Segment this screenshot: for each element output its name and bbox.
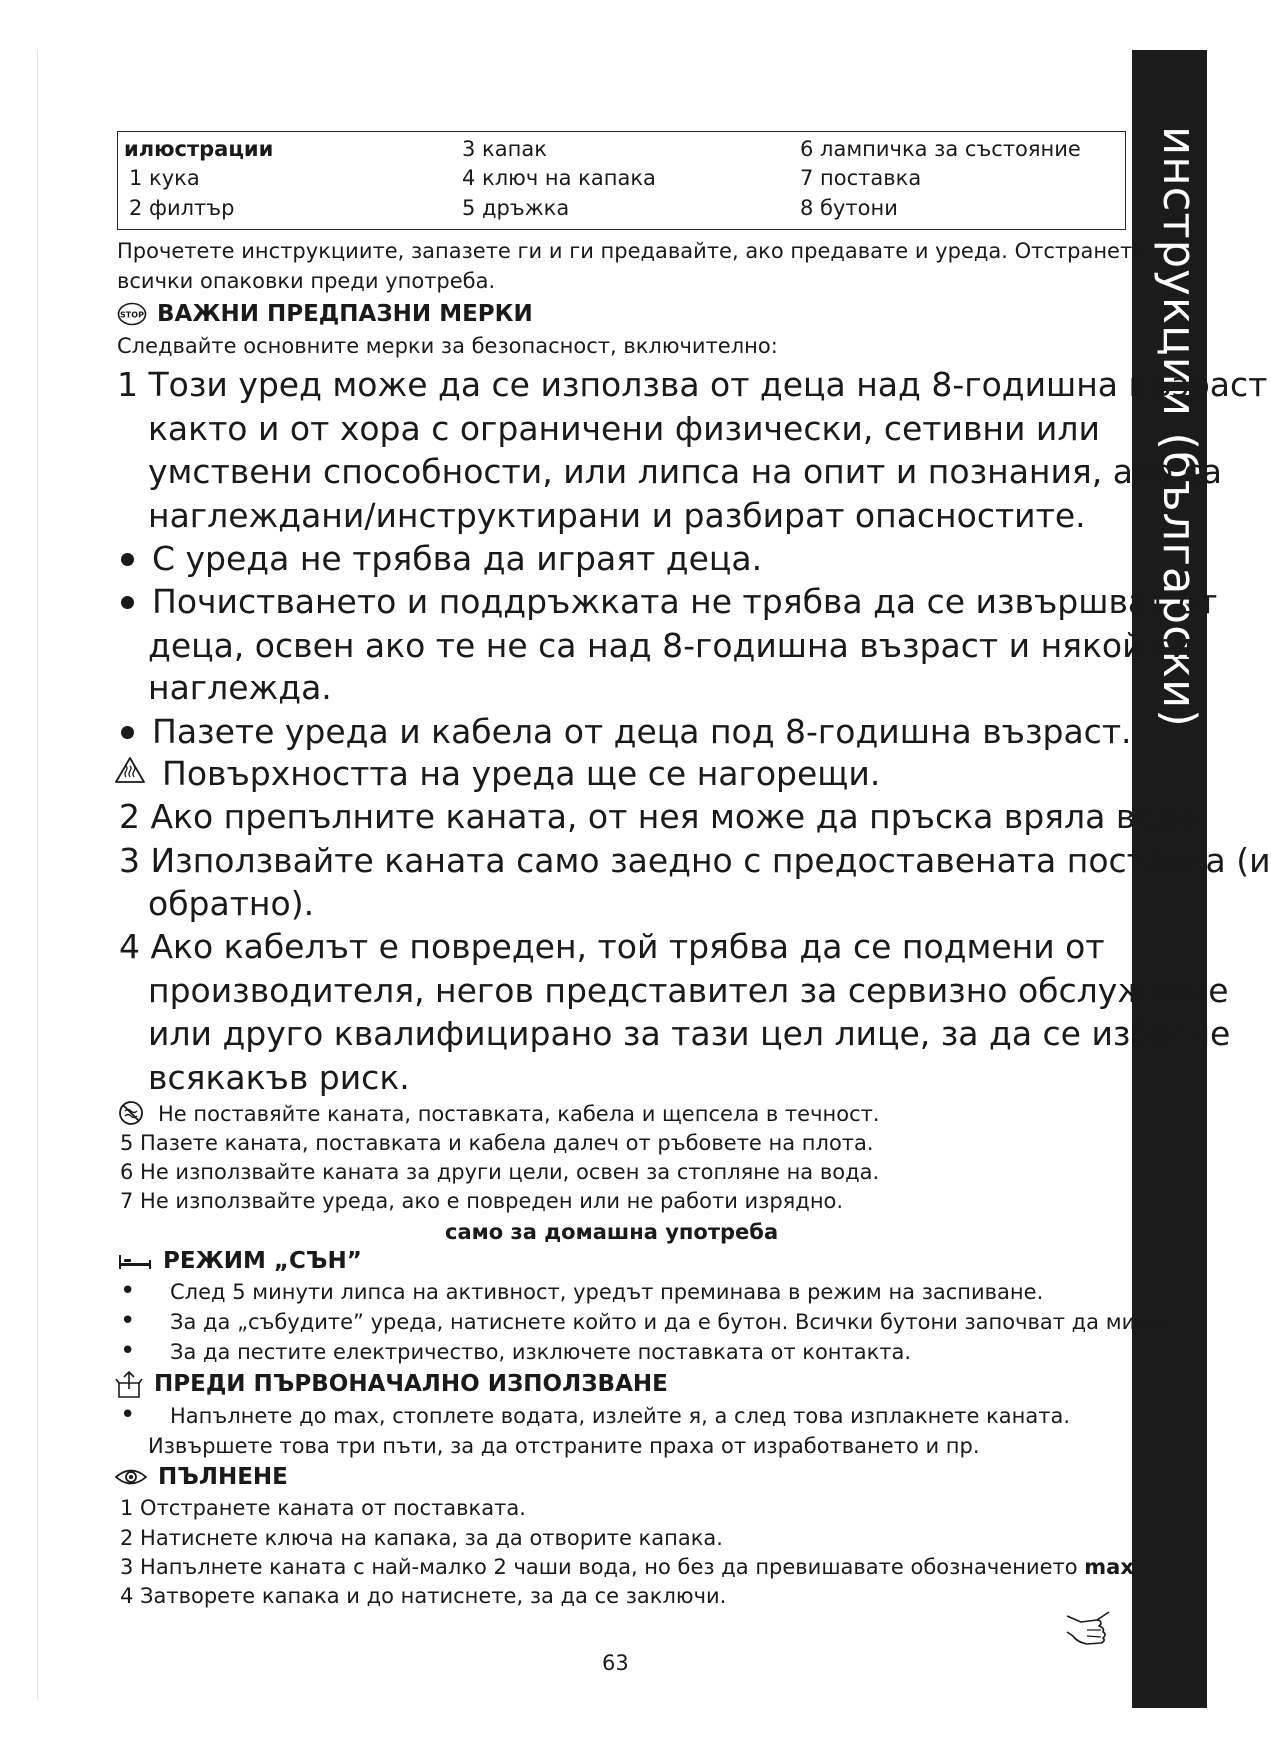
- safety-line: наглежда.: [148, 668, 332, 707]
- first-use-heading-text: ПРЕДИ ПЪРВОНАЧАЛНО ИЗПОЛЗВАНЕ: [154, 1371, 668, 1397]
- page-number: 63: [602, 1651, 629, 1675]
- illustration-item: 4 ключ на капака: [462, 166, 656, 190]
- filling-step: [120, 1552, 1142, 1582]
- safety-line: Повърхността на уреда ще се нагорещи.: [162, 754, 881, 793]
- pointing-hand-icon: [1063, 1606, 1113, 1652]
- bullet-icon: [121, 726, 134, 739]
- safety-small-line: Не поставяйте каната, поставката, кабела и щепсела в течност.: [158, 1102, 880, 1126]
- illustration-item: 7 поставка: [800, 166, 922, 190]
- safety-line: всякакъв риск.: [148, 1058, 410, 1097]
- safety-line: С уреда не трябва да играят деца.: [152, 539, 763, 578]
- filling-heading: [114, 1461, 288, 1493]
- filling-step: 4 Затворете капака и до натиснете, за да се заключи.: [120, 1584, 727, 1608]
- filling-step-text: 3 Напълнете каната с най-малко 2 чаши вода, но без да превишавате обозначението: [120, 1555, 1085, 1579]
- sleep-heading-text: РЕЖИМ „СЪН”: [163, 1248, 362, 1274]
- safety-line: или друго квалифицирано за тази цел лице, за да се избегне: [148, 1014, 1231, 1053]
- max-mark: max.: [1084, 1555, 1142, 1579]
- illustration-item: 3 капак: [462, 137, 547, 161]
- safety-line: 3 Използвайте каната само заедно с предоставената поставка (и: [119, 841, 1271, 880]
- safety-line: наглеждани/инструктирани и разбират опасностите.: [148, 496, 1086, 535]
- sleep-item: За да „събудите” уреда, натиснете който и да е бутон. Всички бутони започват да мигат.: [170, 1310, 1179, 1334]
- sleep-heading: [117, 1245, 362, 1277]
- intro-line: всички опаковки преди употреба.: [117, 269, 496, 293]
- first-use-line: Извършете това три пъти, за да отстраните праха от изработването и пр.: [148, 1434, 980, 1458]
- sleep-item: След 5 минути липса на активност, уредът преминава в режим на заспиване.: [170, 1280, 1044, 1304]
- unpack-box-icon: [114, 1369, 144, 1399]
- illustration-item: 8 бутони: [800, 196, 898, 220]
- safety-heading-text: ВАЖНИ ПРЕДПАЗНИ МЕРКИ: [157, 301, 533, 327]
- safety-line: деца, освен ако те не са над 8-годишна възраст и някой ги: [148, 626, 1193, 665]
- first-use-heading: [114, 1368, 668, 1400]
- safety-small-line: 5 Пазете каната, поставката и кабела далеч от ръбовете на плота.: [120, 1131, 874, 1155]
- household-note: само за домашна употреба: [445, 1220, 779, 1244]
- safety-subtext: Следвайте основните мерки за безопасност, включително:: [117, 334, 778, 358]
- filling-step: 2 Натиснете ключа на капака, за да отворите капака.: [120, 1526, 723, 1550]
- no-immersion-icon: [117, 1100, 145, 1126]
- safety-line: Пазете уреда и кабела от деца под 8-годишна възраст.: [152, 712, 1132, 751]
- safety-line: производителя, негов представител за сервизно обслужване: [148, 971, 1229, 1010]
- side-tab-label: инструкции (български): [1153, 126, 1206, 728]
- safety-line: обратно).: [148, 884, 315, 923]
- safety-line: Почистването и поддръжката не трябва да се извършват от: [152, 582, 1218, 621]
- illustrations-title: илюстрации: [124, 137, 274, 161]
- bullet-icon: •: [120, 1306, 136, 1336]
- bed-icon: [117, 1251, 153, 1271]
- safety-line: 2 Ако препълните каната, от нея може да пръска вряла вода.: [119, 797, 1209, 836]
- illustration-item: 6 лампичка за състояние: [800, 137, 1081, 161]
- safety-line: 1 Този уред може да се използва от деца над 8-годишна възраст: [117, 365, 1268, 404]
- illustration-item: 1 кука: [129, 166, 200, 190]
- illustration-item: 2 филтър: [129, 196, 235, 220]
- safety-line: както и от хора с ограничени физически, сетивни или: [148, 409, 1100, 448]
- first-use-line: Напълнете до max, стоплете водата, излейте я, а след това изплакнете каната.: [170, 1404, 1071, 1428]
- bullet-icon: •: [120, 1276, 136, 1306]
- hot-surface-warning-icon: [114, 756, 146, 784]
- filling-heading-text: ПЪЛНЕНЕ: [158, 1464, 288, 1490]
- safety-small-line: 6 Не използвайте каната за други цели, освен за стопляне на вода.: [120, 1160, 880, 1184]
- sleep-item: За да пестите електричество, изключете поставката от контакта.: [170, 1340, 912, 1364]
- filling-step: 1 Отстранете каната от поставката.: [120, 1496, 526, 1520]
- bullet-icon: •: [120, 1400, 136, 1430]
- eye-icon: [114, 1466, 148, 1488]
- safety-line: умствени способности, или липса на опит и познания, ако са: [148, 452, 1222, 491]
- safety-line: 4 Ако кабелът е повреден, той трябва да се подмени от: [119, 927, 1105, 966]
- intro-line: Прочетете инструкциите, запазете ги и ги предавайте, ако предавате и уреда. Отстранете: [117, 239, 1146, 263]
- illustration-item: 5 дръжка: [462, 196, 570, 220]
- bullet-icon: [121, 553, 134, 566]
- bullet-icon: [121, 596, 134, 609]
- bullet-icon: •: [120, 1336, 136, 1366]
- safety-small-line: 7 Не използвайте уреда, ако е повреден или не работи изрядно.: [120, 1189, 844, 1213]
- svg-text:STOP: STOP: [120, 310, 144, 320]
